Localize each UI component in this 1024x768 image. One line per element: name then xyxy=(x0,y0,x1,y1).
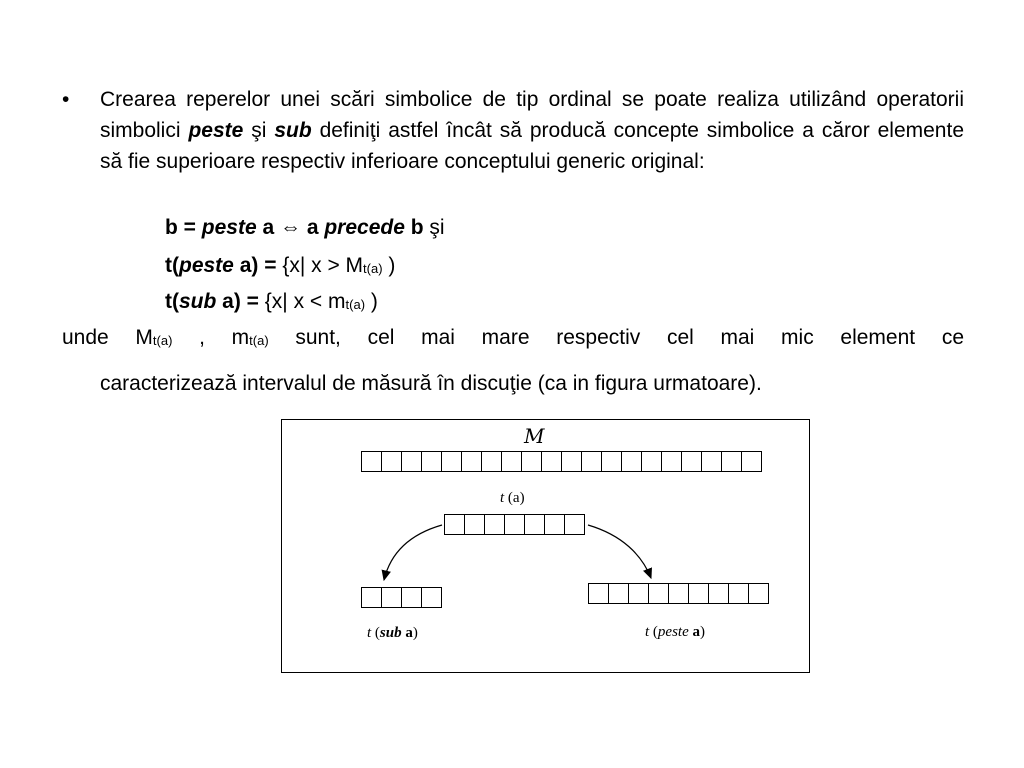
arrow-to-sub xyxy=(384,525,442,580)
label-sub-word: sub xyxy=(379,625,402,641)
label-t-a-t: t xyxy=(500,490,505,506)
formula-precede-word: precede xyxy=(324,216,405,239)
formula-precede xyxy=(165,212,445,243)
formula-t-sub xyxy=(165,286,378,320)
formula-subscript: t(a) xyxy=(363,261,383,276)
formula-a2: a xyxy=(300,216,325,239)
formula-end: ) xyxy=(365,290,378,313)
equivalence-symbol: ⇔ xyxy=(279,216,301,239)
unde-line-2: caracterizează intervalul de măsură în discuţie (ca in figura urmatoare). xyxy=(100,372,762,395)
formula-b-eq: b = xyxy=(165,216,202,239)
formula-t-peste xyxy=(165,250,395,284)
unde-line-1 xyxy=(62,322,964,356)
bullet-text-2: definiţi astfel încât să producă concepte simbolice a căror elemente să fie superioare respectiv inferioare conceptului generic original: xyxy=(100,119,964,173)
bullet-text-1: Crearea reperelor unei scări simbolice de tip ordinal se poate realiza utilizând operatorii simbolici xyxy=(100,88,964,142)
label-sub-close: ) xyxy=(412,625,418,641)
bullet-marker: • xyxy=(62,88,70,111)
label-peste-a: a xyxy=(688,624,700,640)
label-t-a-rest: (a) xyxy=(504,490,525,506)
formula-set: {x| x > M xyxy=(282,254,364,277)
formula-si: şi xyxy=(423,216,445,239)
bullet-paragraph xyxy=(100,84,964,177)
formula-peste: peste xyxy=(201,216,257,239)
label-sub-t: t xyxy=(367,625,372,641)
label-sub-a: a xyxy=(401,625,413,641)
formula-subscript: t(a) xyxy=(345,297,366,312)
unde-text-c: sunt, cel mai mare respectiv cel mai mic element ce xyxy=(268,326,964,349)
unde-text-b: , m xyxy=(172,326,250,349)
formula-set: {x| x < m xyxy=(264,290,346,313)
formula-t-open: t( xyxy=(165,290,179,313)
unde-text-a: unde M xyxy=(62,326,153,349)
unde-subscript-2: t(a) xyxy=(249,333,269,348)
formula-sub-word: sub xyxy=(179,290,217,313)
term-sub: sub xyxy=(274,119,312,142)
label-M: M xyxy=(524,424,545,448)
unde-subscript-1: t(a) xyxy=(152,333,173,348)
formula-a1: a xyxy=(256,216,280,239)
formula-a-close: a) = xyxy=(216,290,265,313)
label-peste-open: ( xyxy=(649,624,658,640)
arrows-svg xyxy=(282,420,809,672)
conj-si: şi xyxy=(243,119,275,142)
label-peste-word: peste xyxy=(657,624,689,640)
label-sub-open: ( xyxy=(371,625,380,641)
formula-a-close: a) = xyxy=(233,254,283,277)
label-peste-t: t xyxy=(645,624,650,640)
formula-t-open: t( xyxy=(165,254,179,277)
formula-peste-word: peste xyxy=(179,254,234,277)
term-peste: peste xyxy=(188,119,244,142)
scale-figure xyxy=(281,419,810,673)
label-peste-close: ) xyxy=(700,624,705,640)
formula-end: ) xyxy=(382,254,396,277)
formula-b2: b xyxy=(404,216,424,239)
arrow-to-peste xyxy=(588,525,651,578)
